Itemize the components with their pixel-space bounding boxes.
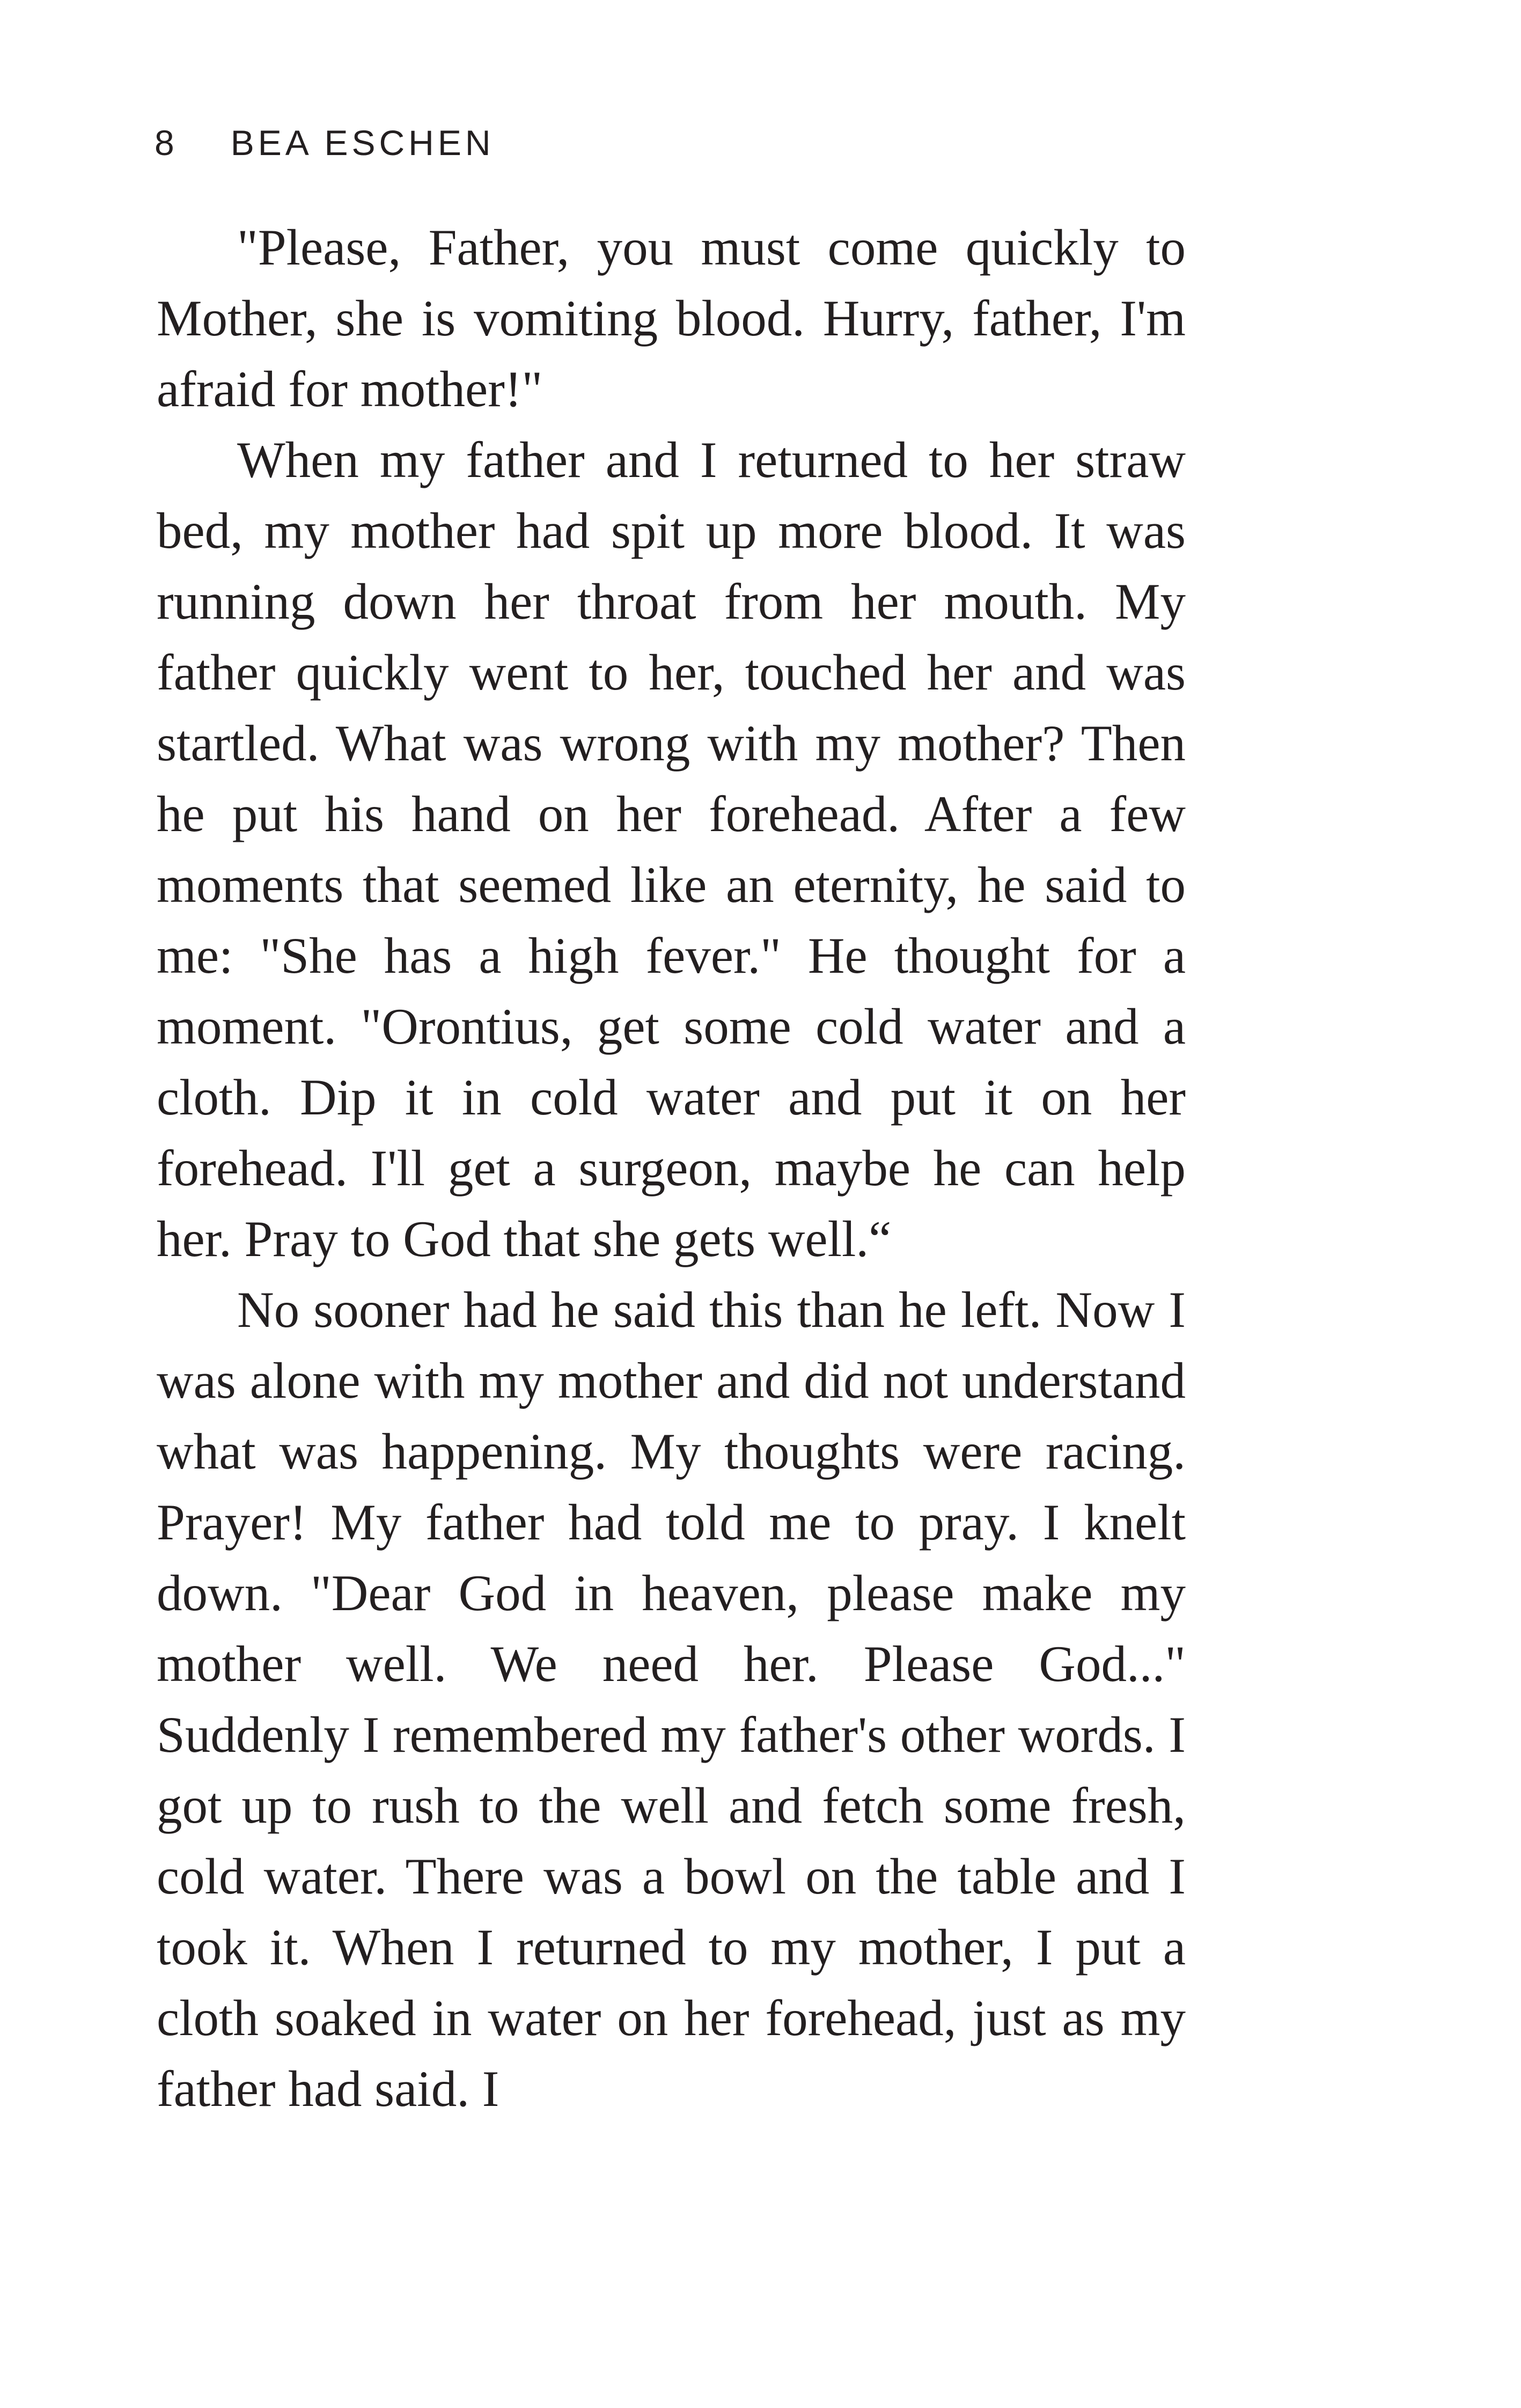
author-name: BEA ESCHEN (230, 123, 495, 163)
paragraph: When my father and I returned to her straw bed, my mother had spit up more blood. It was running down her throat from her mouth. My father quickly went to her, touched her and was startled. What was wrong with my mother? Then he put his hand on her forehead. After a few moments that seemed like an eternity, he said to me: "She has a high fever." He thought for a moment. "Orontius, get some cold water and a cloth. Dip it in cold water and put it on her forehead. I'll get a surgeon, maybe he can help her. Pray to God that she gets well.“ (157, 431, 1186, 1267)
paragraph: "Please, Father, you must come quickly to Mother, she is vomiting blood. Hurry, father, I'm afraid for mother!" (157, 219, 1186, 417)
page-number: 8 (155, 123, 178, 163)
body-text (157, 212, 1186, 2124)
running-head (155, 122, 495, 163)
paragraph: No sooner had he said this than he left. Now I was alone with my mother and did not understand what was happening. My thoughts were racing. Prayer! My father had told me to pray. I knelt down. "Dear God in heaven, please make my mother well. We need her. Please God..." Suddenly I remembered my father's other words. I got up to rush to the well and fetch some fresh, cold water. There was a bowl on the table and I took it. When I returned to my mother, I put a cloth soaked in water on her forehead, just as my father had said. I (157, 1281, 1186, 2117)
